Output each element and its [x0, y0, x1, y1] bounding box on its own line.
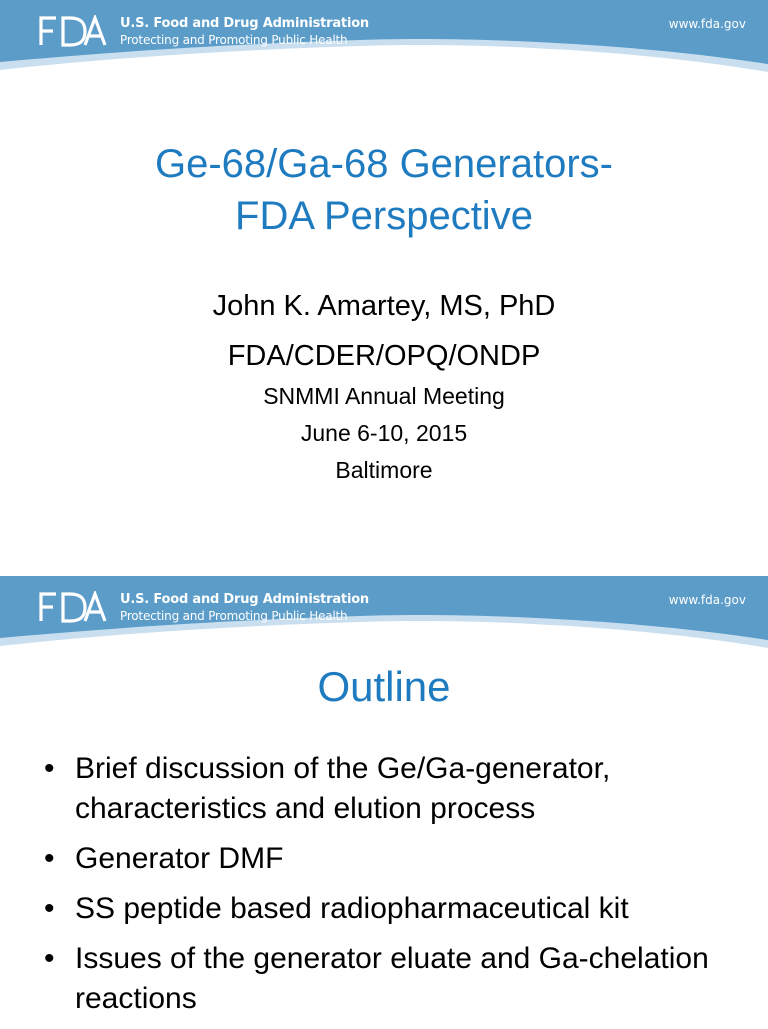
- bullet-text: Issues of the generator eluate and Ga-chelation reactions: [75, 942, 709, 1015]
- bullet-item: [44, 749, 744, 829]
- meeting-dates: June 6-10, 2015: [300, 420, 468, 446]
- author-name: John K. Amartey, MS, PhD: [212, 290, 556, 322]
- author-office: FDA/CDER/OPQ/ONDP: [227, 340, 541, 372]
- bullet-text: Brief discussion of the Ge/Ga-generator, characteristics and elution process: [75, 752, 611, 825]
- bullet-item: [44, 939, 744, 1019]
- bullet-text: SS peptide based radiopharmaceutical kit: [75, 892, 629, 925]
- bullet-text: Generator DMF: [75, 842, 284, 875]
- meeting-location: Baltimore: [335, 457, 433, 483]
- outline-bullet-list: [44, 749, 744, 1029]
- title-line-1: Ge-68/Ga-68 Generators-: [155, 142, 613, 186]
- bullet-dot-icon: •: [44, 892, 55, 925]
- bullet-dot-icon: •: [44, 752, 55, 785]
- fda-header-banner: [0, 576, 768, 656]
- fda-header-banner: [0, 0, 768, 80]
- bullet-item: [44, 889, 744, 929]
- agency-tagline: Protecting and Promoting Public Health: [120, 609, 348, 623]
- banner-wave: [0, 576, 768, 656]
- agency-tagline: Protecting and Promoting Public Health: [120, 33, 348, 47]
- slide-title: [0, 138, 768, 242]
- website-url: www.fda.gov: [668, 593, 746, 607]
- agency-name: U.S. Food and Drug Administration: [120, 592, 369, 607]
- meeting-name: SNMMI Annual Meeting: [263, 383, 505, 409]
- agency-block: [120, 16, 369, 48]
- bullet-dot-icon: •: [44, 842, 55, 875]
- agency-name: U.S. Food and Drug Administration: [120, 16, 369, 31]
- website-url: www.fda.gov: [668, 17, 746, 31]
- banner-wave: [0, 0, 768, 80]
- fda-logo-icon: [38, 591, 108, 623]
- agency-block: [120, 592, 369, 624]
- title-line-2: FDA Perspective: [235, 194, 533, 238]
- outline-title: Outline: [317, 663, 451, 710]
- fda-logo-icon: [38, 15, 108, 47]
- bullet-dot-icon: •: [44, 942, 55, 975]
- bullet-item: [44, 839, 744, 879]
